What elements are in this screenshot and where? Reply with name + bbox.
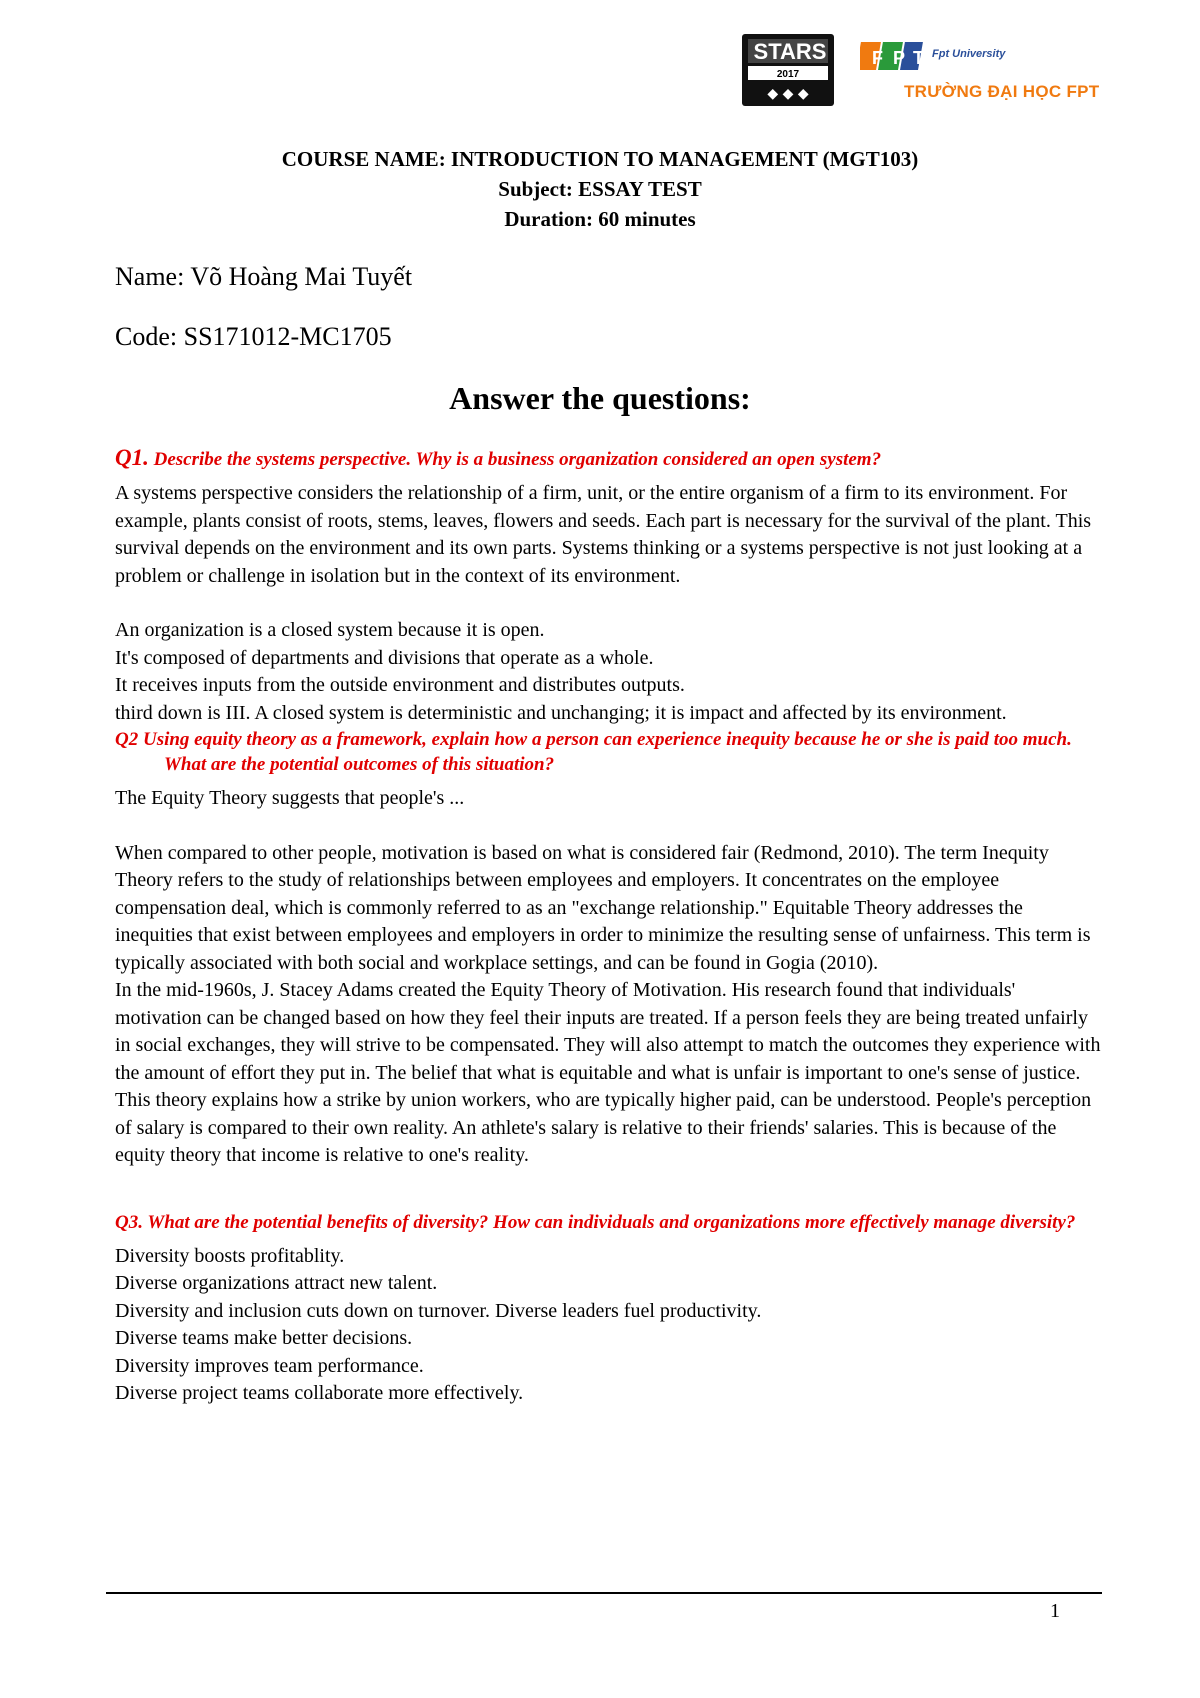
stars-logo-text: STARS — [753, 39, 827, 64]
answer-body — [115, 445, 1105, 1408]
answer-3-line: Diverse project teams collaborate more effectively. — [115, 1382, 524, 1404]
answer-2-paragraph: When compared to other people, motivation is based on what is considered fair (Redmond, 2010). The term Inequity Theory refers to the study of relationships between employees and employers. It concentrates on the employee compensation deal, which is commonly referred to as an "exchange relationship." Equitable Theory addresses the inequities that exist between employees and employers in order to minimize the resulting sense of unfairness. This term is typically associated with both social and workplace settings, and can be found in Gogia (2010). — [115, 841, 1091, 974]
fpt-logo — [860, 34, 1100, 114]
duration-line: Duration: 60 minutes — [504, 207, 696, 231]
answer-3-line: Diverse teams make better decisions. — [115, 1327, 413, 1349]
instruction-heading: Answer the questions: — [449, 380, 751, 416]
question-1 — [115, 445, 1105, 472]
answer-1-line: third down is III. A closed system is deterministic and unchanging; it is impact and affected by its environment. — [115, 701, 1007, 724]
answer-1-paragraph: A systems perspective considers the relationship of a firm, unit, or the entire organism of a firm to its environment. For example, plants consist of roots, stems, leaves, flowers and seeds. Each part is necessary for the survival of the plant. This survival depends on the environment and its own parts. Systems thinking or a systems perspective is not just looking at a problem or challenge in isolation but in the context of its environment. — [115, 482, 1092, 587]
course-name: COURSE NAME: INTRODUCTION TO MANAGEMENT (MGT103) — [281, 147, 919, 171]
question-2: Q2 Using equity theory as a framework, explain how a person can experience inequity because he or she is paid too much. What are the potential outcomes of this situation? — [115, 729, 1072, 775]
course-header — [0, 144, 1200, 234]
answer-3-line: Diversity improves team performance. — [115, 1354, 424, 1377]
answer-1-line: It's composed of departments and divisions that operate as a whole. — [115, 646, 654, 669]
stars-logo — [740, 32, 836, 108]
question-1-number: Q1. — [115, 445, 149, 470]
fpt-school-name: TRƯỜNG ĐẠI HỌC FPT — [904, 82, 1100, 101]
question-3: Q3. What are the potential benefits of diversity? How can individuals and organizations more effectively manage diversity? — [115, 1211, 1076, 1233]
svg-text:◆ ◆ ◆: ◆ ◆ ◆ — [767, 86, 809, 102]
answer-3-line: Diversity and inclusion cuts down on turnover. Diverse leaders fuel productivity. — [115, 1299, 762, 1322]
answer-2-intro: The Equity Theory suggests that people's ... — [115, 787, 465, 809]
answer-1-line: It receives inputs from the outside environment and distributes outputs. — [115, 674, 685, 696]
answer-3-line: Diverse organizations attract new talent. — [115, 1272, 438, 1294]
answer-3-line: Diversity boosts profitablity. — [115, 1244, 345, 1267]
svg-text:T: T — [913, 48, 924, 68]
svg-text:P: P — [893, 48, 906, 68]
page-number: 1 — [1050, 1600, 1060, 1622]
student-code: Code: SS171012-MC1705 — [115, 322, 392, 351]
student-name: Name: Võ Hoàng Mai Tuyết — [115, 262, 413, 291]
question-1-text: Describe the systems perspective. Why is a business organization considered an open system? — [148, 449, 882, 470]
fpt-mark-icon — [860, 36, 926, 76]
footer-divider — [106, 1592, 1102, 1594]
subject-line: Subject: ESSAY TEST — [498, 177, 702, 201]
answer-1-line: An organization is a closed system because it is open. — [115, 619, 545, 641]
fpt-university-label: Fpt University — [932, 48, 1006, 60]
svg-text:F: F — [872, 48, 883, 68]
answer-2-paragraph: In the mid-1960s, J. Stacey Adams created the Equity Theory of Motivation. His research found that individuals' motivation can be changed based on how they feel their inputs are treated. If a person feels they are being treated unfairly in social exchanges, they will strive to be compensated. They will also attempt to match the outcomes they experience with the amount of effort they put in. The belief that what is equitable and what is unfair is important to one's sense of justice. This theory explains how a strike by union workers, who are typically higher paid, can be understood. People's perception of salary is compared to their own reality. An athlete's salary is relative to their friends' salaries. This is because of the equity theory that income is relative to one's reality. — [115, 979, 1101, 1166]
stars-logo-year: 2017 — [776, 69, 800, 80]
header-logos — [740, 28, 1100, 116]
